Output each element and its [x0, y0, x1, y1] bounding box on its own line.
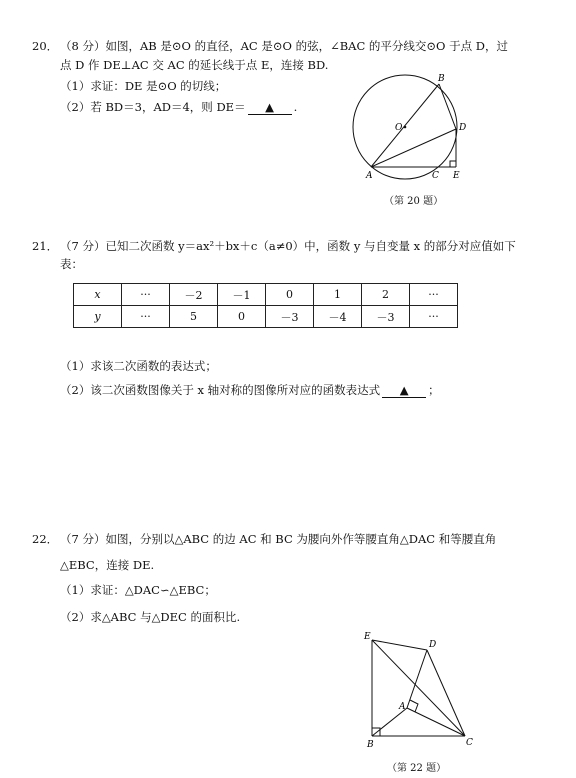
q20-line-ab	[371, 84, 439, 167]
q22-figure	[355, 628, 485, 750]
table-cell: 0	[218, 306, 266, 328]
q20-label-c: C	[432, 171, 439, 181]
q22-line-dc	[427, 650, 465, 736]
q22-line-ec	[372, 640, 465, 736]
q21-number: 21．	[32, 239, 59, 253]
q22-line-ab	[372, 708, 407, 736]
q22-caption: （第 22 题）	[387, 763, 447, 774]
table-cell: 1	[314, 284, 362, 306]
q22-label-a: A	[399, 702, 406, 712]
q21-answer-blank: ▲	[382, 384, 426, 398]
q20-part2-end: .	[293, 100, 298, 114]
q22-label-c: C	[466, 738, 473, 748]
q22-label-e: E	[364, 632, 371, 642]
q20-label-b: B	[438, 74, 445, 84]
q20-figure	[348, 70, 478, 188]
q20-line-ad	[371, 129, 456, 167]
table-cell: －4	[314, 306, 362, 328]
q22-stem-line1: （7 分）如图，分别以△ABC 的边 AC 和 BC 为腰向外作等腰直角△DAC 和等腰直角	[60, 532, 497, 546]
table-cell: ···	[410, 306, 458, 328]
table-cell: 2	[362, 284, 410, 306]
q22-part2: （2）求△ABC 与△DEC 的面积比.	[60, 610, 241, 624]
q20-part2	[60, 99, 297, 115]
q20-caption: （第 20 题）	[384, 196, 444, 207]
table-cell: ···	[122, 306, 170, 328]
q20-answer-blank: ▲	[248, 101, 292, 115]
table-cell: －2	[170, 284, 218, 306]
q20-label-o: O	[395, 123, 403, 133]
q20-stem-line2: 点 D 作 DE⊥AC 交 AC 的延长线于点 E，连接 BD.	[60, 58, 329, 72]
q20-label-e: E	[453, 171, 460, 181]
table-cell: －1	[218, 284, 266, 306]
q22-label-d: D	[429, 640, 437, 650]
table-cell: ···	[410, 284, 458, 306]
table-cell: －3	[266, 306, 314, 328]
q20-part2-text: （2）若 BD＝3，AD＝4，则 DE＝	[60, 100, 246, 114]
q21-part1: （1）求该二次函数的表达式；	[60, 359, 217, 373]
q22-stem-line2: △EBC，连接 DE.	[60, 558, 155, 572]
q20-part1: （1）求证：DE 是⊙O 的切线；	[60, 79, 227, 93]
q20-right-angle-mark	[450, 161, 456, 167]
table-row	[74, 284, 458, 306]
q20-label-a: A	[366, 171, 373, 181]
table-cell: ···	[122, 284, 170, 306]
q21-stem-line1: （7 分）已知二次函数 y＝ax²＋bx＋c（a≠0）中，函数 y 与自变量 x 的部分对应值如下	[60, 239, 516, 253]
table-row	[74, 306, 458, 328]
table-cell: x	[74, 284, 122, 306]
q20-label-d: D	[459, 123, 467, 133]
q20-number: 20．	[32, 39, 59, 53]
q21-value-table	[73, 283, 458, 328]
q21-part2-text: （2）该二次函数图像关于 x 轴对称的图像所对应的函数表达式	[60, 383, 381, 397]
table-cell: 5	[170, 306, 218, 328]
q21-stem-line2: 表：	[60, 257, 83, 271]
table-cell: y	[74, 306, 122, 328]
q20-line-bd	[439, 84, 456, 129]
q21-part2-end: ；	[428, 383, 440, 397]
table-cell: －3	[362, 306, 410, 328]
q22-part1: （1）求证：△DAC∽△EBC；	[60, 583, 216, 597]
q22-line-ac	[407, 708, 465, 736]
table-cell: 0	[266, 284, 314, 306]
q22-number: 22．	[32, 532, 59, 546]
q22-label-b: B	[367, 740, 374, 750]
q21-part2	[60, 382, 440, 398]
q20-center-dot	[404, 126, 407, 129]
q20-stem-line1: （8 分）如图，AB 是⊙O 的直径，AC 是⊙O 的弦，∠BAC 的平分线交⊙O 于点 D，过	[60, 39, 509, 53]
